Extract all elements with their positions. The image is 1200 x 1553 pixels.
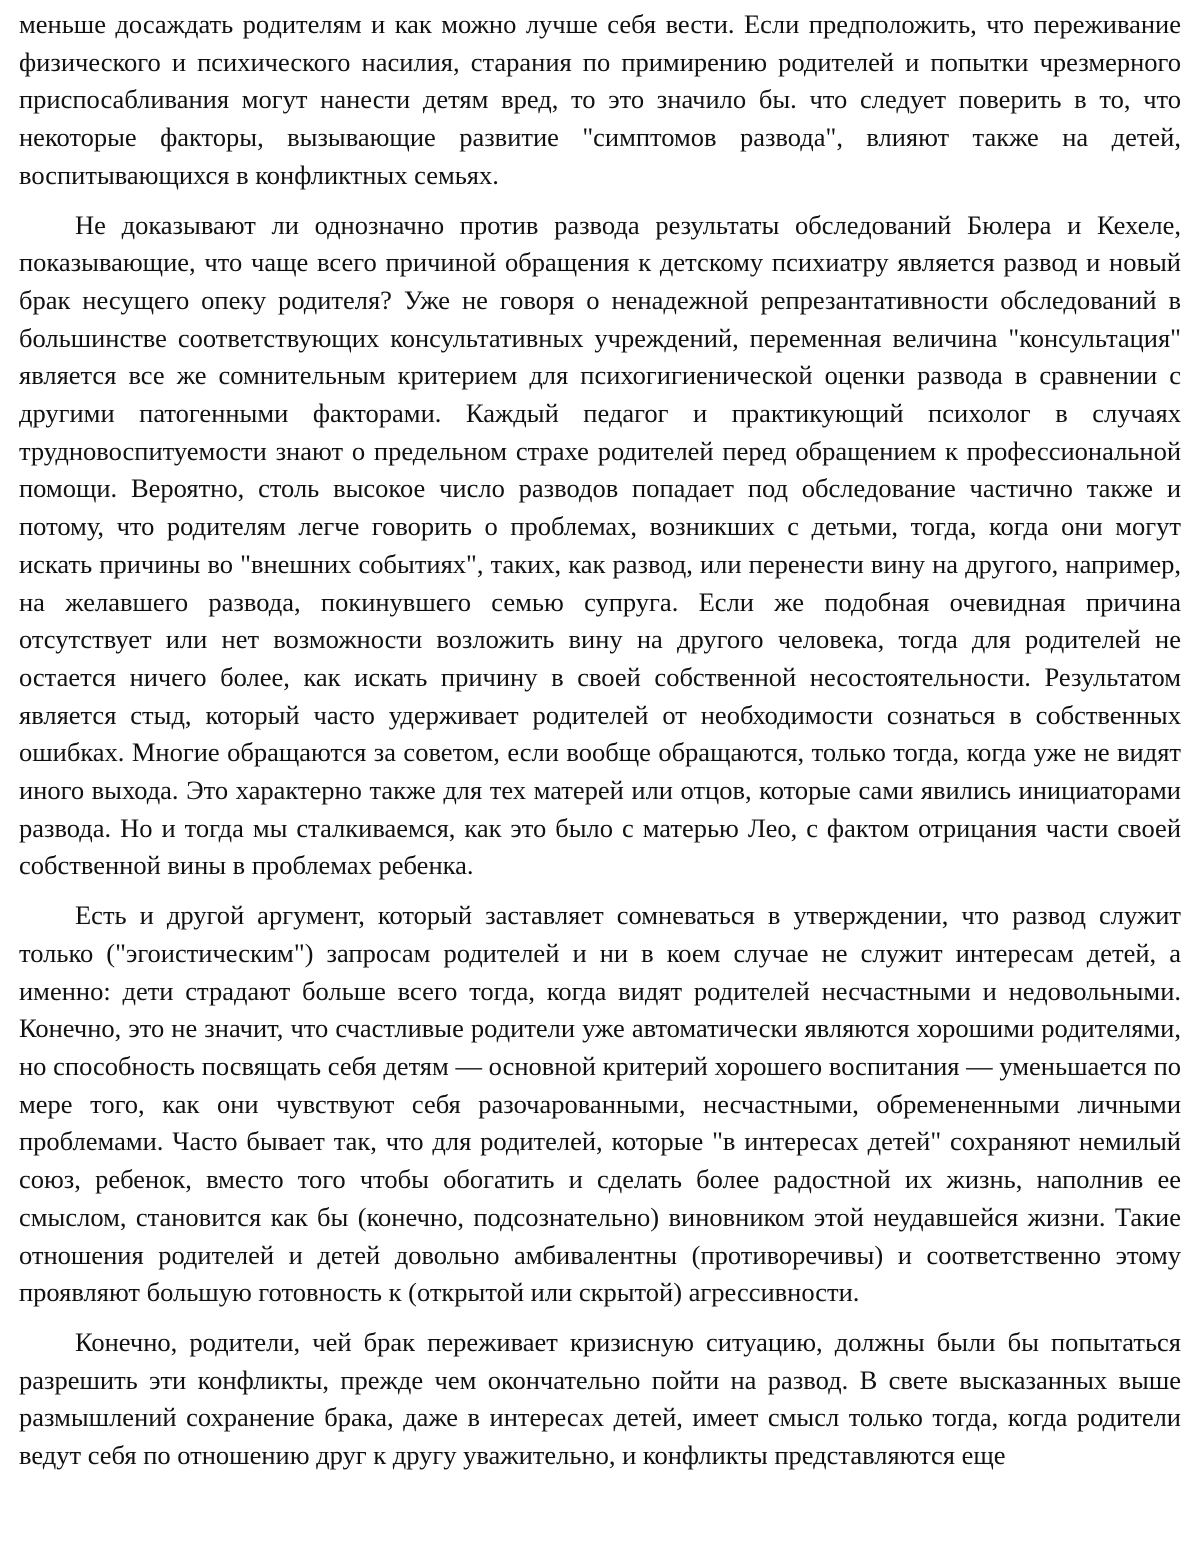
paragraph-4: Конечно, родители, чей брак переживает кризисную ситуацию, должны были бы попытаться разрешить эти конфликты, прежде чем окончательно пойти на развод. В свете высказанных выше размышлений сохранение брака, даже в интересах детей, имеет смысл только тогда, когда родители ведут себя по отношению друг к другу уважительно, и конфликты представляются еще (19, 1326, 1181, 1471)
paragraph-3: Есть и другой аргумент, который заставляет сомневаться в утверждении, что развод служит только ("эгоистическим") запросам родителей и ни в коем случае не служит интересам детей, а именно: дети страдают больше всего тогда, когда видят родителей несчастными и недовольными. Конечно, это не значит, что счастливые родители уже автоматически являются хорошими родителями, но способность посвящать себя детям — основной критерий хорошего воспитания — уменьшается по мере того, как они чувствуют себя разочарованными, несчастными, обремененными личными проблемами. Часто бывает так, что для родителей, которые "в интересах детей" сохраняют немилый союз, ребенок, вместо того чтобы обогатить и сделать более радостной их жизнь, наполнив ее смыслом, становится как бы (конечно, подсознательно) виновником этой неудавшейся жизни. Такие отношения родителей и детей довольно амбивалентны (противоречивы) и соответственно этому проявляют большую готовность к (открытой или скрытой) агрессивности. (19, 900, 1181, 1308)
paragraph-2: Не доказывают ли однозначно против развода результаты обследований Бюлера и Кехеле, показывающие, что чаще всего причиной обращения к детскому психиатру является развод и новый брак несущего опеку родителя? Уже не говоря о ненадежной репрезантативности обследований в большинстве соответствующих консультативных учреждений, переменная величина "консультация" является все же сомнительным критерием для психогигиенической оценки развода в сравнении с другими патогенными факторами. Каждый педагог и практикующий психолог в случаях трудновоспитуемости знают о предельном страхе родителей перед обращением к профессиональной помощи. Вероятно, столь высокое число разводов попадает под обследование частично также и потому, что родителям легче говорить о проблемах, возникших с детьми, тогда, когда они могут искать причины во "внешних событиях", таких, как развод, или перенести вину на другого, например, на желавшего развода, покинувшего семью супруга. Если же подобная очевидная причина отсутствует или нет возможности возложить вину на другого человека, тогда для родителей не остается ничего более, как искать причину в своей собственной несостоятельности. Результатом является стыд, который часто удерживает родителей от необходимости сознаться в собственных ошибках. Многие обращаются за советом, если вообще обращаются, только тогда, когда уже не видят иного выхода. Это характерно также для тех матерей или отцов, которые сами явились инициаторами развода. Но и тогда мы сталкиваемся, как это было с матерью Лео, с фактом отрицания части своей собственной вины в проблемах ребенка. (19, 209, 1181, 881)
paragraph-1: меньше досаждать родителям и как можно лучше себя вести. Если предположить, что переживание физического и психического насилия, старания по примирению родителей и попытки чрезмерного приспосабливания могут нанести детям вред, то это значило бы. что следует поверить в то, что некоторые факторы, вызывающие развитие "симптомов развода", влияют также на детей, воспитывающихся в конфликтных семьях. (19, 9, 1181, 190)
